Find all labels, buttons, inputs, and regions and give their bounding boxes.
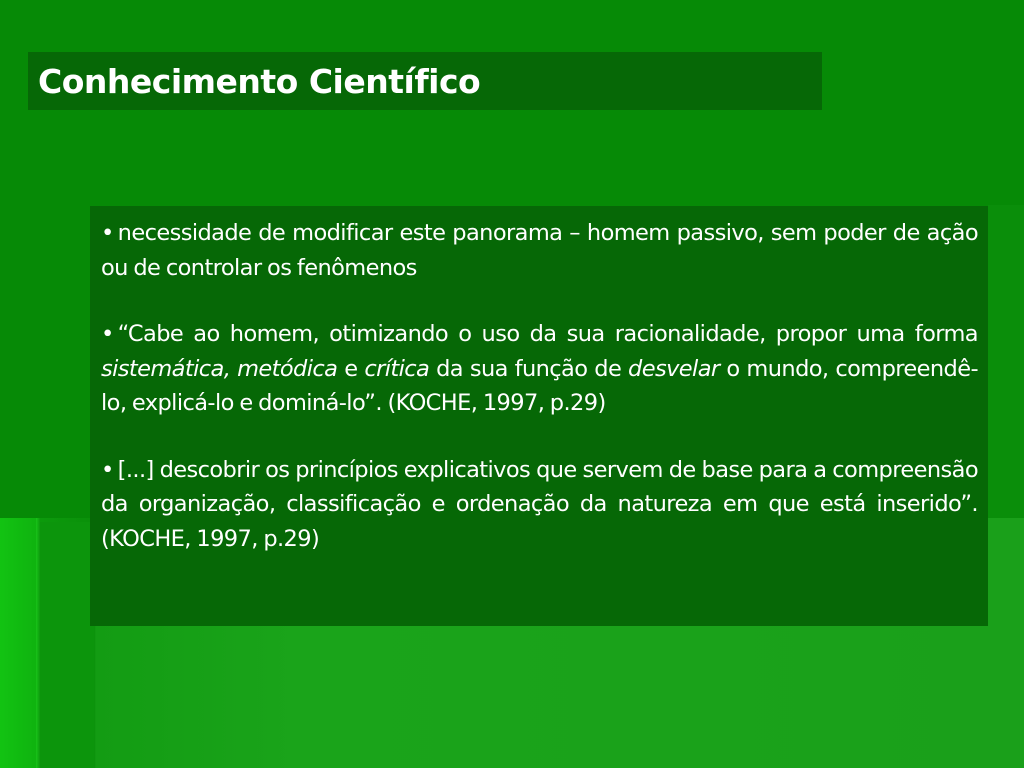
quote-text: o mundo, compreendê-lo, explicá-lo e dominá-lo”. (KOCHE, 1997, p.29) [101,355,979,416]
background-right-strip [988,205,1024,518]
slide-title: Conhecimento Científico [38,62,481,101]
content-box [90,206,988,626]
bullet-marker: • [101,321,114,347]
bullet-item-3 [101,453,978,557]
quote-text: e [337,355,365,382]
emphasis-text: crítica [364,355,430,382]
background-left-strip [0,518,36,768]
quote-text: da sua função de [429,355,629,382]
quote-text: “Cabe ao homem, otimizando o uso da sua racionalidade, propor uma forma [117,321,978,347]
bullet-item-1 [101,216,978,285]
bullet-item-2 [101,317,978,421]
emphasis-text: sistemática, metódica [101,355,338,382]
bullet-text: [...] descobrir os princípios explicativos que servem de base para a compreensão da organização, classificação e ordenação da natureza em que está inserido”. (KOCHE, 1997, p.29) [101,456,978,552]
bullet-marker: • [101,220,114,246]
bullet-text: necessidade de modificar este panorama – homem passivo, sem poder de ação ou de controlar os fenômenos [101,220,978,281]
bullet-marker: • [101,456,114,483]
title-bar [28,52,822,110]
emphasis-text: desvelar [628,355,720,382]
background-inner-strip [40,522,94,768]
